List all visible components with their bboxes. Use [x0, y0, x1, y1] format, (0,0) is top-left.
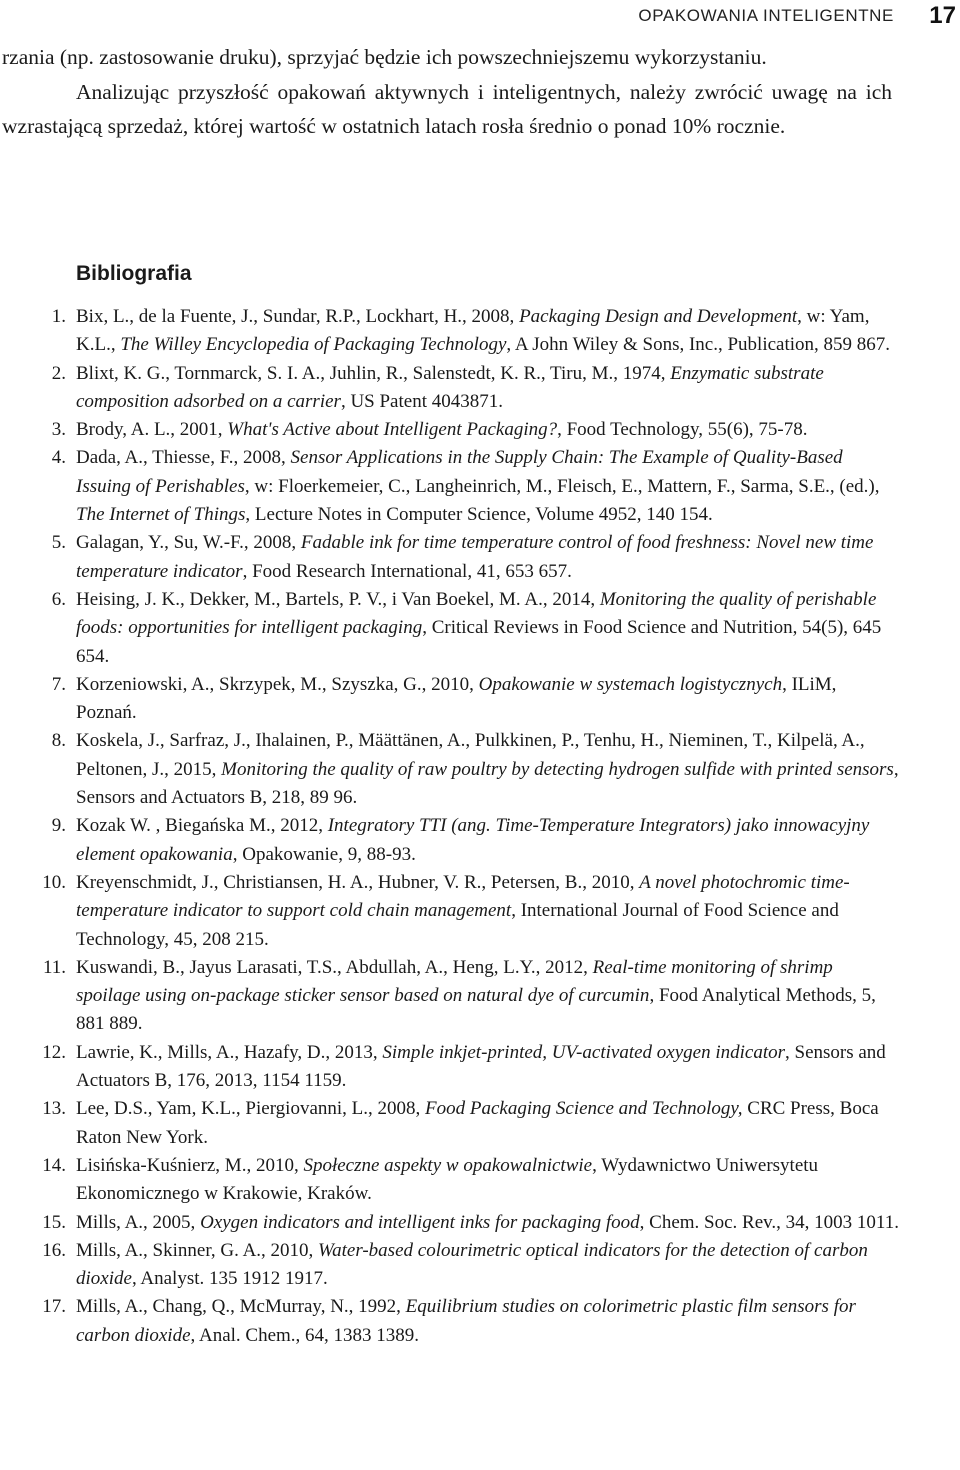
reference-title: Real-time monitoring of shrimp spoilage using on-package sticker sensor based on natural dye of curcumin [76, 956, 833, 1007]
bibliography-item [0, 416, 900, 444]
reference-title: Monitoring the quality of perishable foods: opportunities for intelligent packaging [76, 588, 877, 639]
reference-text [76, 444, 900, 529]
reference-text [76, 360, 900, 417]
paragraph: rzania (np. zastosowanie druku), sprzyjać będzie ich powszechniejszemu wykorzystaniu. [2, 45, 767, 69]
reference-segment: Lawrie, K., Mills, A., Hazafy, D., 2013, [76, 1041, 383, 1063]
bibliography-item [0, 1237, 900, 1294]
item-number: 16. [42, 1239, 66, 1261]
reference-segment: Galagan, Y., Su, W.-F., 2008, [76, 532, 301, 554]
item-number: 5. [51, 532, 66, 554]
reference-text [76, 1209, 900, 1237]
bibliography-item [0, 671, 900, 728]
reference-segment: , Opakowanie, 9, 88-93. [232, 843, 416, 865]
reference-segment: Kuswandi, B., Jayus Larasati, T.S., Abdullah, A., Heng, L.Y., 2012, [76, 956, 593, 978]
reference-segment: Bix, L., de la Fuente, J., Sundar, R.P., Lockhart, H., 2008, [76, 306, 520, 327]
reference-text [76, 303, 900, 360]
reference-text [76, 954, 900, 1039]
reference-segment: , Lecture Notes in Computer Science, Volume 4952, 140 154. [245, 504, 713, 526]
running-header [0, 4, 960, 28]
running-title: OPAKOWANIA INTELIGENTNE [638, 6, 894, 25]
reference-text [76, 812, 900, 869]
bibliography-item [0, 1039, 900, 1096]
reference-segment: Blixt, K. G., Tornmarck, S. I. A., Juhlin, R., Salenstedt, K. R., Tiru, M., 1974, [76, 362, 671, 384]
bibliography-item [0, 954, 900, 1039]
reference-title: Water-based colourimetric optical indicators for the detection of carbon dioxide [76, 1239, 868, 1290]
reference-text [76, 1152, 900, 1209]
item-number: 11. [42, 956, 66, 978]
bibliography-item [0, 1095, 900, 1152]
item-number: 2. [51, 362, 66, 384]
reference-segment: , Critical Reviews in Food Science and Nutrition, 54(5), 645 654. [76, 617, 882, 667]
reference-title: Opakowanie w systemach logistycznych [478, 673, 783, 695]
item-number: 9. [51, 815, 66, 837]
reference-title: Food Packaging Science and Technology, [425, 1098, 743, 1120]
reference-title: Packaging Design and Development [519, 306, 798, 327]
reference-title: Integratory TTI (ang. Time-Temperature Integrators) jako innowacyjny element opakowania [76, 815, 870, 865]
reference-text [76, 1293, 900, 1350]
item-number: 17. [42, 1296, 66, 1318]
reference-text [76, 1039, 900, 1096]
reference-title: Simple inkjet-printed, UV-activated oxygen indicator [382, 1041, 785, 1063]
reference-segment: , Analyst. 135 1912 1917. [131, 1268, 328, 1290]
reference-segment: Mills, A., Chang, Q., McMurray, N., 1992, [76, 1296, 406, 1318]
item-number: 8. [51, 730, 66, 752]
reference-segment: Lee, D.S., Yam, K.L., Piergiovanni, L., 2008, [76, 1098, 426, 1120]
reference-segment: Kreyenschmidt, J., Christiansen, H. A., Hubner, V. R., Petersen, B., 2010, [76, 871, 640, 893]
reference-title: Sensor Applications in the Supply Chain: The Example of Quality-Based Issuing of Perishables [76, 447, 843, 497]
reference-segment: Heising, J. K., Dekker, M., Bartels, P. V., i Van Boekel, M. A., 2014, [76, 588, 600, 610]
reference-title: Enzymatic substrate composition adsorbed on a carrier [76, 362, 824, 412]
reference-text [76, 529, 900, 586]
reference-segment: , Food Analytical Methods, 5, 881 889. [76, 985, 876, 1035]
reference-segment: , Anal. Chem., 64, 1383 1389. [190, 1324, 420, 1346]
paragraph: Analizując przyszłość opakowań aktywnych i inteligentnych, należy zwrócić uwagę na ich wzrastającą sprzedaż, której wartość w ostatnich latach rosła średnio o ponad 10% rocznie. [2, 79, 892, 138]
reference-text [76, 1237, 900, 1294]
reference-title: Oxygen indicators and intelligent inks for packaging food [200, 1211, 640, 1233]
body-text [2, 40, 892, 144]
reference-segment: Mills, A., Skinner, G. A., 2010, [76, 1239, 319, 1261]
reference-segment: , Food Technology, 55(6), 75-78. [557, 419, 808, 441]
bibliography-item [0, 360, 900, 417]
reference-title: A novel photochromic time-temperature indicator to support cold chain management [76, 871, 850, 922]
reference-segment: , w: Yam, K.L., [76, 306, 870, 356]
reference-segment: , A John Wiley & Sons, Inc., Publication, 859 867. [506, 334, 891, 356]
bibliography-item [0, 1152, 900, 1209]
bibliography-item [0, 1293, 900, 1350]
reference-segment: , Sensors and Actuators B, 176, 2013, 1154 1159. [76, 1041, 886, 1092]
reference-segment: , Sensors and Actuators B, 218, 89 96. [76, 758, 899, 809]
reference-segment: Mills, A., 2005, [76, 1211, 201, 1233]
reference-segment: , International Journal of Food Science and Technology, 45, 208 215. [76, 900, 839, 950]
bibliography-item [0, 1209, 900, 1237]
reference-segment: Kozak W. , Biegańska M., 2012, [76, 815, 328, 837]
bibliography-item [0, 303, 900, 360]
reference-segment: , Wydawnictwo Uniwersytetu Ekonomicznego w Krakowie, Kraków. [76, 1154, 819, 1205]
reference-text [76, 869, 900, 954]
reference-text [76, 671, 900, 728]
reference-title: Fadable ink for time temperature control of food freshness: Novel new time temperature indicator [76, 532, 874, 582]
bibliography-item [0, 529, 900, 586]
reference-segment: Lisińska-Kuśnierz, M., 2010, [76, 1154, 304, 1176]
reference-text [76, 727, 900, 812]
reference-segment: Korzeniowski, A., Skrzypek, M., Szyszka, G., 2010, [76, 673, 479, 695]
item-number: 4. [51, 447, 66, 469]
reference-title: Społeczne aspekty w opakowalnictwie [303, 1154, 593, 1176]
reference-text [76, 1095, 900, 1152]
reference-title: The Willey Encyclopedia of Packaging Technology [120, 334, 507, 356]
item-number: 10. [42, 871, 66, 893]
reference-segment: , Chem. Soc. Rev., 34, 1003 1011. [639, 1211, 899, 1233]
item-number: 14. [42, 1154, 66, 1176]
reference-segment: Koskela, J., Sarfraz, J., Ihalainen, P., Määttänen, A., Pulkkinen, P., Tenhu, H., Nieminen, T., Kilpelä, A., Peltonen, J., 2015, [76, 730, 865, 780]
reference-text [76, 586, 900, 671]
reference-title: Monitoring the quality of raw poultry by detecting hydrogen sulfide with printed sensors [221, 758, 894, 780]
item-number: 3. [51, 419, 66, 441]
reference-segment: , Food Research International, 41, 653 657. [242, 560, 572, 582]
bibliography-list [0, 303, 900, 1350]
reference-segment: , ILiM, Poznań. [76, 673, 837, 724]
bibliography-item [0, 869, 900, 954]
item-number: 1. [51, 306, 66, 327]
reference-title: Equilibrium studies on colorimetric plastic film sensors for carbon dioxide [76, 1296, 856, 1346]
reference-segment: , US Patent 4043871. [340, 390, 503, 412]
item-number: 7. [51, 673, 66, 695]
item-number: 6. [51, 588, 66, 610]
bibliography-item [0, 727, 900, 812]
item-number: 13. [42, 1098, 66, 1120]
page-number: 17 [929, 2, 956, 29]
reference-text [76, 416, 900, 444]
bibliography-item [0, 586, 900, 671]
reference-segment: Brody, A. L., 2001, [76, 419, 228, 441]
reference-segment: CRC Press, Boca Raton New York. [76, 1098, 879, 1148]
section-heading: Bibliografia [76, 262, 192, 285]
item-number: 15. [42, 1211, 66, 1233]
reference-title: What's Active about Intelligent Packaging? [227, 419, 558, 441]
reference-title: The Internet of Things [76, 504, 246, 526]
reference-segment: Dada, A., Thiesse, F., 2008, [76, 447, 291, 469]
reference-segment: , w: Floerkemeier, C., Langheinrich, M., Fleisch, E., Mattern, F., Sarma, S.E., (ed.), [244, 475, 880, 497]
item-number: 12. [42, 1041, 66, 1063]
bibliography-item [0, 444, 900, 529]
bibliography-item [0, 812, 900, 869]
